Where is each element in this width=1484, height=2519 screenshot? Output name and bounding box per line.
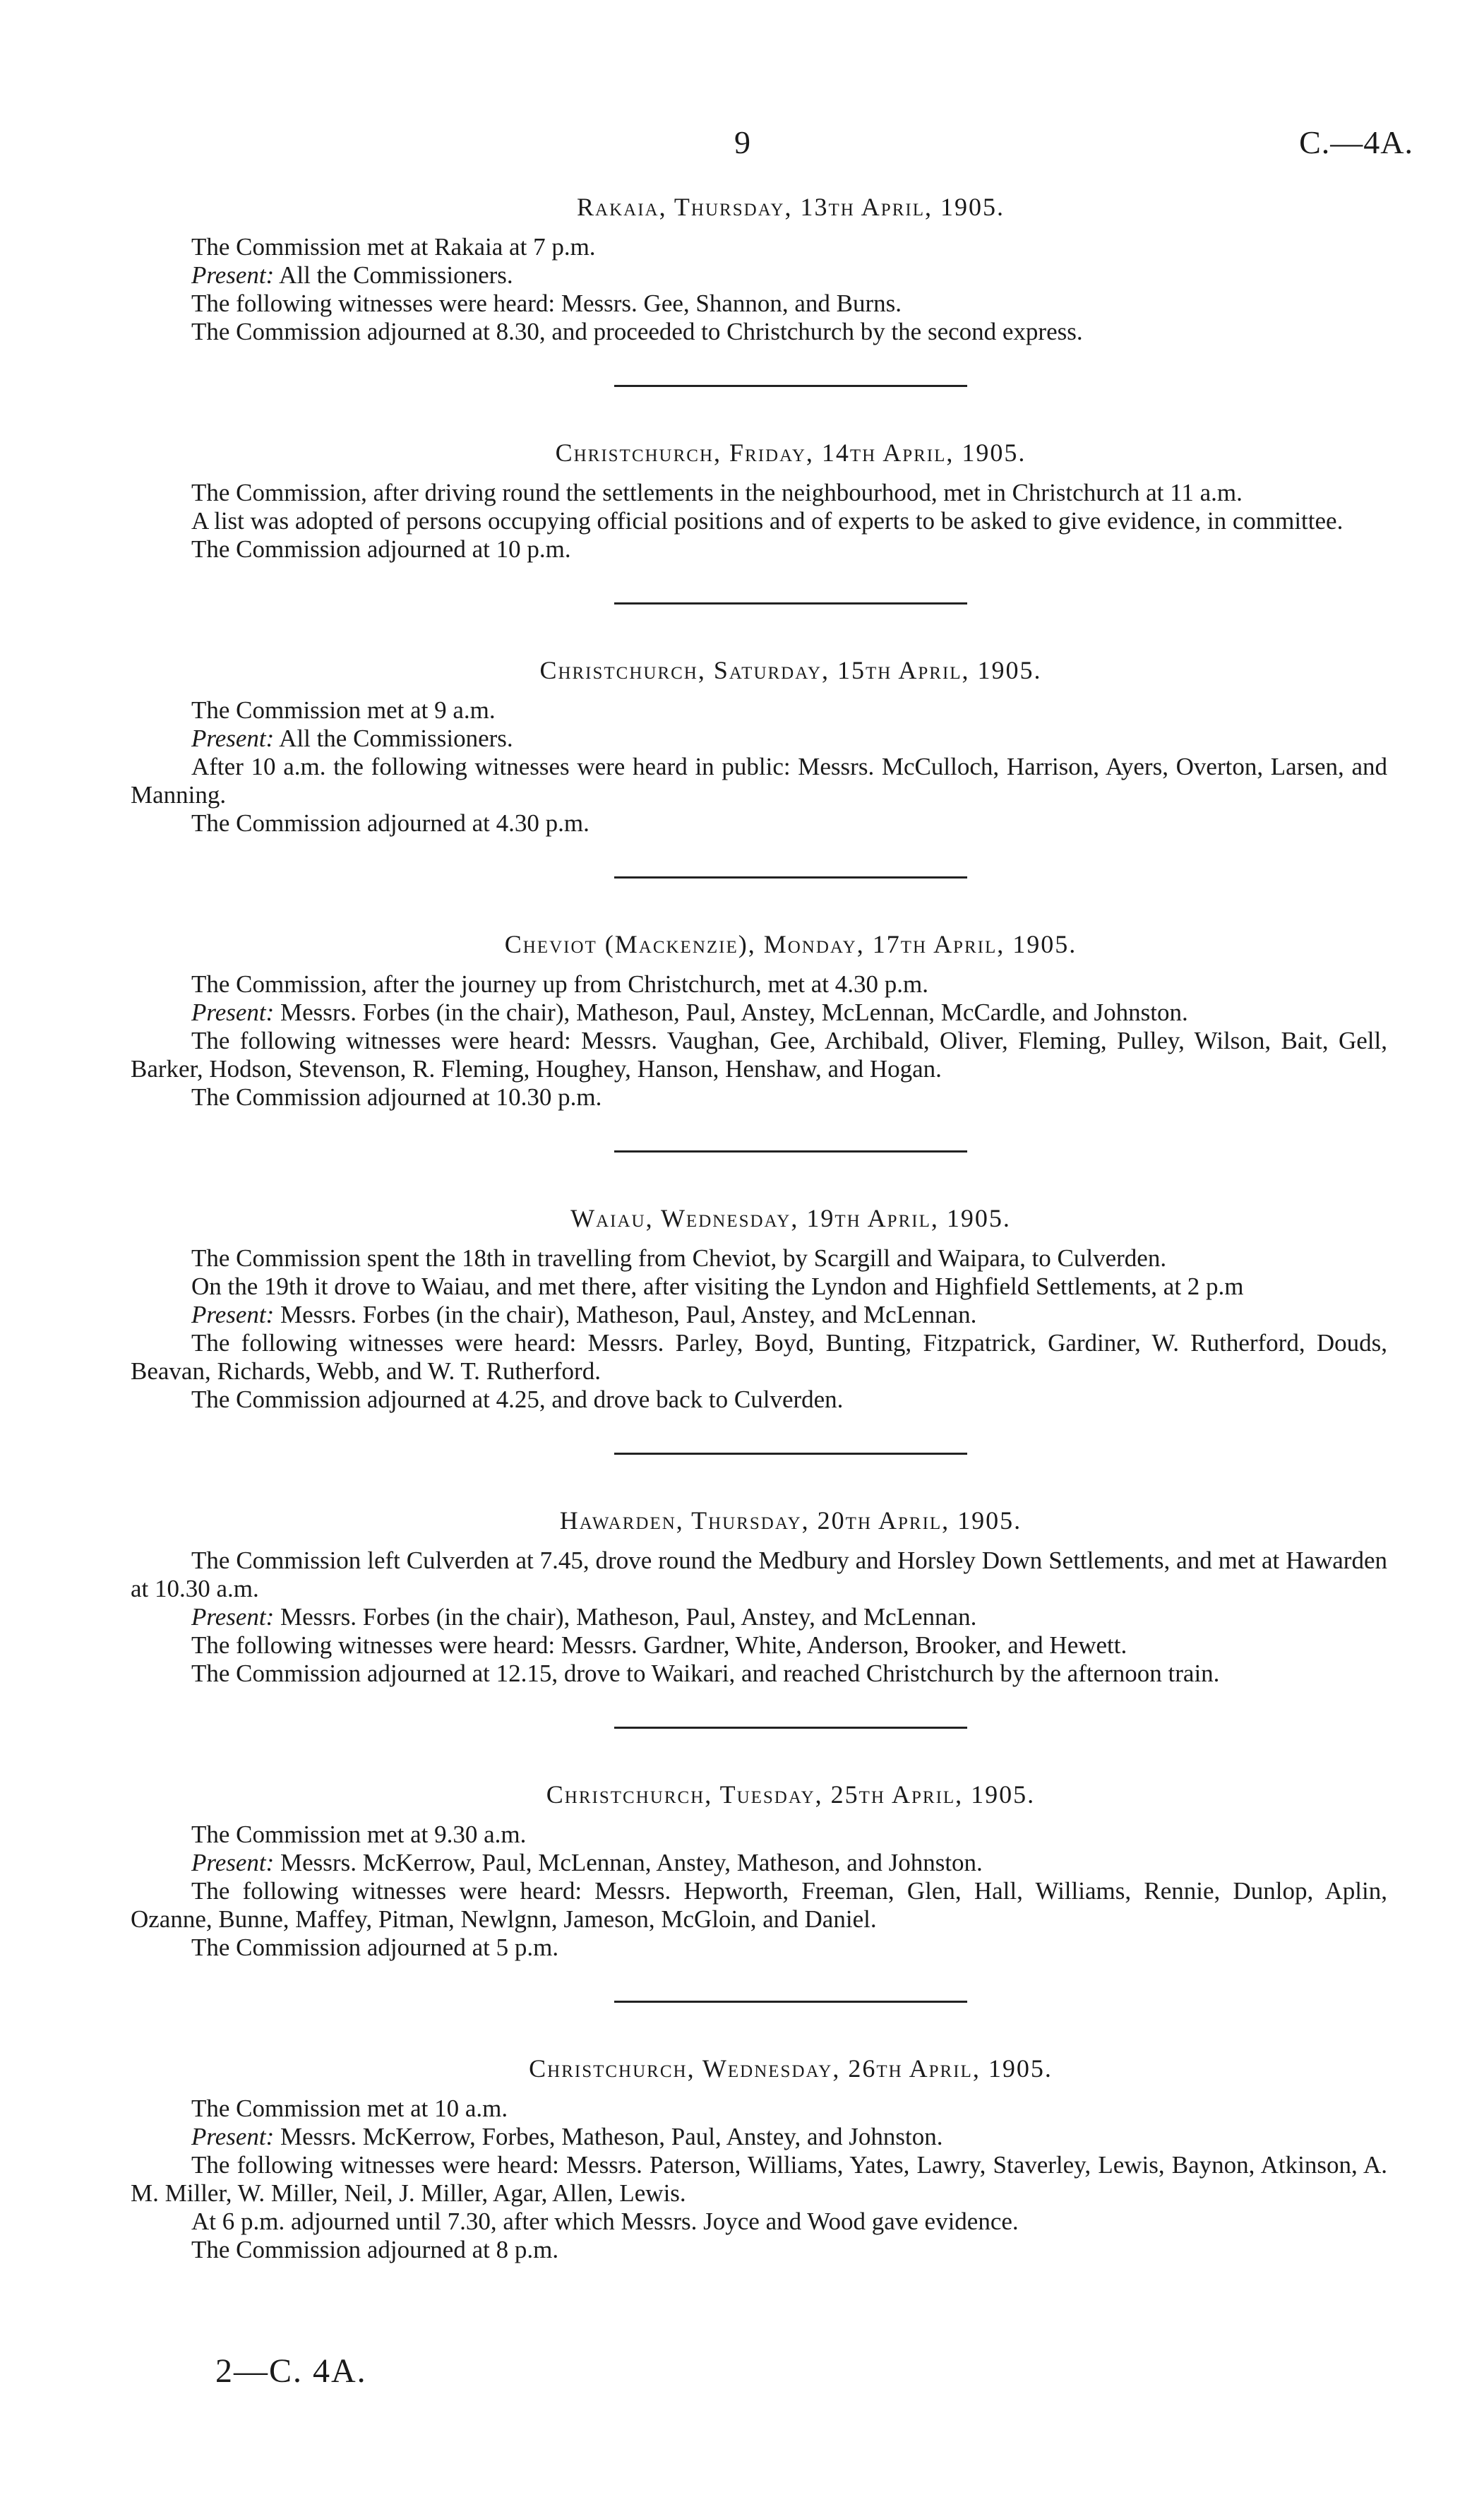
- present-label: Present:: [191, 1603, 275, 1631]
- section-divider: [614, 1727, 967, 1729]
- meeting-section: [131, 191, 1387, 346]
- section-divider: [614, 876, 967, 879]
- present-label: Present:: [191, 1849, 275, 1876]
- paragraph-text: The following witnesses were heard: Messrs. Hepworth, Freeman, Glen, Hall, Williams, Rennie, Dunlop, Aplin, Ozanne, Bunne, Maffey, Pitman, Newlgnn, Jameson, McGloin, and Daniel.: [131, 1877, 1387, 1933]
- section-paragraph: [131, 1386, 1387, 1414]
- section-paragraph: [131, 1821, 1387, 1849]
- meeting-section: [131, 2052, 1387, 2264]
- section-paragraph: [131, 1631, 1387, 1660]
- paragraph-text: The Commission adjourned at 8 p.m.: [191, 2236, 559, 2263]
- meeting-section: [131, 654, 1387, 838]
- paragraph-text: The following witnesses were heard: Messrs. Parley, Boyd, Bunting, Fitzpatrick, Gardiner, W. Rutherford, Douds, Beavan, Richards, Webb, and W. T. Rutherford.: [131, 1329, 1387, 1385]
- section-heading: Christchurch, Tuesday, 25th April, 1905.: [546, 1780, 1036, 1809]
- section-paragraph: [131, 1877, 1387, 1934]
- present-label: Present:: [191, 261, 275, 289]
- section-divider: [614, 602, 967, 605]
- present-label: Present:: [191, 725, 275, 752]
- paragraph-text: The Commission met at 9.30 a.m.: [191, 1821, 527, 1848]
- paragraph-text: Messrs. Forbes (in the chair), Matheson, Paul, Anstey, and McLennan.: [274, 1301, 977, 1328]
- paragraph-text: The Commission spent the 18th in travelling from Cheviot, by Scargill and Waipara, to Culverden.: [191, 1244, 1167, 1272]
- meeting-section: [131, 1202, 1387, 1414]
- section-paragraph: [131, 233, 1387, 261]
- paragraph-text: Messrs. McKerrow, Paul, McLennan, Anstey, Matheson, and Johnston.: [274, 1849, 983, 1876]
- section-paragraph: [131, 1273, 1387, 1301]
- section-paragraph: [131, 318, 1387, 346]
- section-heading: Christchurch, Wednesday, 26th April, 1905.: [529, 2054, 1053, 2083]
- section-divider: [614, 2001, 967, 2003]
- paragraph-text: Messrs. Forbes (in the chair), Matheson, Paul, Anstey, McLennan, McCardle, and Johnston.: [274, 999, 1188, 1026]
- paragraph-text: The Commission met at Rakaia at 7 p.m.: [191, 233, 596, 261]
- paragraph-text: The Commission, after the journey up from Christchurch, met at 4.30 p.m.: [191, 970, 928, 998]
- section-divider: [614, 385, 967, 387]
- paragraph-text: On the 19th it drove to Waiau, and met there, after visiting the Lyndon and Highfield Settlements, at 2 p.m: [191, 1273, 1244, 1300]
- section-paragraph: [131, 507, 1387, 535]
- paragraph-text: The Commission adjourned at 4.30 p.m.: [191, 809, 590, 837]
- paragraph-text: The Commission adjourned at 8.30, and proceeded to Christchurch by the second express.: [191, 318, 1083, 345]
- section-paragraph: [131, 1849, 1387, 1877]
- section-paragraph: [131, 479, 1387, 507]
- section-paragraph: [131, 2236, 1387, 2264]
- section-heading: Cheviot (Mackenzie), Monday, 17th April, 1905.: [504, 930, 1077, 958]
- paragraph-text: Messrs. Forbes (in the chair), Matheson, Paul, Anstey, and McLennan.: [274, 1603, 977, 1631]
- section-paragraph: [131, 290, 1387, 318]
- section-paragraph: [131, 1603, 1387, 1631]
- paragraph-text: After 10 a.m. the following witnesses were heard in public: Messrs. McCulloch, Harrison, Ayers, Overton, Larsen, and Manning.: [131, 753, 1387, 809]
- section-divider: [614, 1150, 967, 1153]
- paragraph-text: At 6 p.m. adjourned until 7.30, after which Messrs. Joyce and Wood gave evidence.: [191, 2208, 1019, 2235]
- paragraph-text: Messrs. McKerrow, Forbes, Matheson, Paul, Anstey, and Johnston.: [274, 2123, 943, 2150]
- paragraph-text: The Commission adjourned at 12.15, drove to Waikari, and reached Christchurch by the afternoon train.: [191, 1660, 1220, 1687]
- paragraph-text: The following witnesses were heard: Messrs. Vaughan, Gee, Archibald, Oliver, Fleming, Pulley, Wilson, Bait, Gell, Barker, Hodson, Stevenson, R. Fleming, Houghey, Hanson, Henshaw, and Hogan.: [131, 1027, 1387, 1083]
- section-paragraph: [131, 1329, 1387, 1386]
- section-paragraph: [131, 999, 1387, 1027]
- section-paragraph: [131, 725, 1387, 753]
- section-heading: Waiau, Wednesday, 19th April, 1905.: [570, 1204, 1011, 1232]
- section-heading: Christchurch, Friday, 14th April, 1905.: [555, 439, 1027, 467]
- section-paragraph: [131, 2151, 1387, 2208]
- document-reference: C.—4A.: [1299, 124, 1413, 160]
- section-paragraph: [131, 809, 1387, 838]
- paragraph-text: The Commission, after driving round the settlements in the neighbourhood, met in Christchurch at 11 a.m.: [191, 479, 1243, 506]
- page-number: 9: [734, 124, 750, 160]
- present-label: Present:: [191, 1301, 275, 1328]
- section-paragraph: [131, 2095, 1387, 2123]
- section-paragraph: [131, 970, 1387, 999]
- present-label: Present:: [191, 999, 275, 1026]
- section-paragraph: [131, 696, 1387, 725]
- section-divider: [614, 1453, 967, 1455]
- section-paragraph: [131, 1027, 1387, 1083]
- meeting-section: [131, 436, 1387, 564]
- meeting-section: [131, 1778, 1387, 1962]
- paragraph-text: All the Commissioners.: [274, 261, 513, 289]
- section-paragraph: [131, 1547, 1387, 1603]
- paragraph-text: The following witnesses were heard: Messrs. Gee, Shannon, and Burns.: [191, 290, 902, 317]
- section-paragraph: [131, 1660, 1387, 1688]
- section-paragraph: [131, 1301, 1387, 1329]
- paragraph-text: The Commission left Culverden at 7.45, drove round the Medbury and Horsley Down Settlements, and met at Hawarden at 10.30 a.m.: [131, 1547, 1387, 1602]
- section-paragraph: [131, 261, 1387, 290]
- present-label: Present:: [191, 2123, 275, 2150]
- paragraph-text: The following witnesses were heard: Messrs. Paterson, Williams, Yates, Lawry, Staverley, Lewis, Baynon, Atkinson, A. M. Miller, W. Miller, Neil, J. Miller, Agar, Allen, Lewis.: [131, 2151, 1387, 2207]
- paragraph-text: The Commission adjourned at 10.30 p.m.: [191, 1083, 602, 1111]
- section-heading: Christchurch, Saturday, 15th April, 1905.: [539, 656, 1042, 684]
- paragraph-text: A list was adopted of persons occupying official positions and of experts to be asked to give evidence, in committee.: [191, 507, 1344, 535]
- section-paragraph: [131, 2208, 1387, 2236]
- paragraph-text: The Commission adjourned at 4.25, and drove back to Culverden.: [191, 1386, 844, 1413]
- meeting-section: [131, 1504, 1387, 1688]
- paragraph-text: All the Commissioners.: [274, 725, 513, 752]
- paragraph-text: The Commission met at 10 a.m.: [191, 2095, 508, 2122]
- section-paragraph: [131, 1244, 1387, 1273]
- section-paragraph: [131, 1934, 1387, 1962]
- section-paragraph: [131, 535, 1387, 564]
- sheet-signature: 2—C. 4A.: [215, 2352, 367, 2390]
- page-header: [0, 124, 1484, 166]
- section-paragraph: [131, 753, 1387, 809]
- meeting-section: [131, 928, 1387, 1112]
- section-heading: Rakaia, Thursday, 13th April, 1905.: [577, 193, 1005, 221]
- section-paragraph: [131, 2123, 1387, 2151]
- paragraph-text: The Commission adjourned at 5 p.m.: [191, 1934, 559, 1961]
- section-paragraph: [131, 1083, 1387, 1112]
- section-heading: Hawarden, Thursday, 20th April, 1905.: [559, 1506, 1022, 1535]
- paragraph-text: The Commission adjourned at 10 p.m.: [191, 535, 571, 563]
- paragraph-text: The following witnesses were heard: Messrs. Gardner, White, Anderson, Brooker, and Hewett.: [191, 1631, 1127, 1659]
- document-body: [131, 191, 1387, 2264]
- paragraph-text: The Commission met at 9 a.m.: [191, 696, 496, 724]
